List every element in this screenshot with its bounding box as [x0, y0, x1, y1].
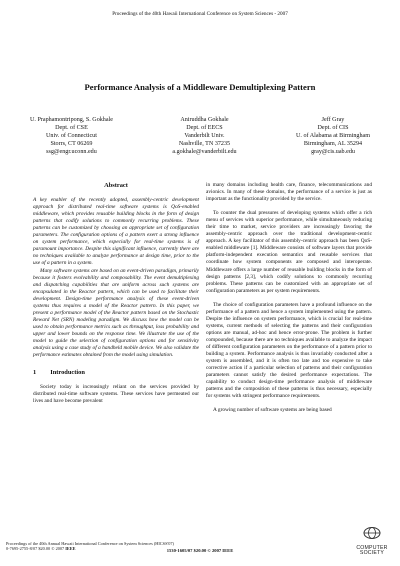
- logo-text-1: COMPUTER: [356, 545, 388, 551]
- computer-society-icon: [363, 526, 381, 540]
- author-dept: Dept. of EECS: [186, 125, 223, 132]
- abstract-paragraph: A key enabler of the recently adopted, assembly-centric development approach for distributed real-time software systems is QoS-enabled middleware, which provides reusable building blocks in the form of design patterns that codify solutions to commonly recurring problems. These patterns can be customized by choosing an appropriate set of configuration parameters. The configuration options of a pattern exert a strong influence on system performance, which especially for real-time systems is of paramount importance. Despite this significant influence, currently there are no techniques available to analyze performance at design time, prior to the use of a pattern in a system.: [33, 197, 199, 267]
- section-title: Introduction: [50, 369, 85, 377]
- author-email: ssg@engr.uconn.edu: [46, 149, 97, 156]
- author-org: Vanderbilt Univ.: [184, 133, 225, 140]
- author-city: Storrs, CT 06269: [50, 141, 93, 148]
- author-city: Nashville, TN 37235: [178, 141, 231, 148]
- right-column: [206, 182, 372, 421]
- footer-center: 1530-1605/07 $20.00 © 2007 IEEE: [166, 548, 234, 553]
- paper-title: Performance Analysis of a Middleware Demultiplexing Pattern: [84, 82, 316, 92]
- running-header: Proceedings of the 40th Hawaii International Conference on System Sciences - 2007: [112, 11, 288, 17]
- body-paragraph: The choice of configuration parameters have a profound influence on the performance of a pattern and hence a system implemented using the pattern. Despite the influence on system performance, which is crucial for real-time systems, current methods of selecting the patterns and their configuration options are manual, ad-hoc and hence error-prone. The problem is further compounded, because there are no techniques available to analyze the impact of different configuration parameters on the performance of a pattern prior to building a system. Performance analysis is thus invariably conducted after a system is assembled, and it is often too late and too expensive to take corrective action if a particular selection of patterns and their configuration parameters cannot satisfy the desired performance expectations. The capability to conduct design-time performance analysis of middleware patterns and the composition of these patterns is thus necessary, especially for systems with stringent performance requirements.: [206, 301, 372, 400]
- author-dept: Dept. of CSE: [55, 125, 88, 132]
- body-paragraph: To counter the dual pressures of developing systems which offer a rich menu of services with superior performance, while simultaneously reducing their time to market, service providers are increasingly favoring the assembly-centric approach over the traditional development-centric approach. A key facilitator of this assembly-centric approach has been QoS-enabled middleware [1]. Middleware consists of software layers that provide platform-independent execution semantics and reusable services that coordinate how system components are composed and interoperate. Middleware offers a large number of reusable building blocks in the form of design patterns [2,3], which codify solutions to commonly recurring problems. These patterns can be customized with an appropriate set of configuration parameters as per system requirements.: [206, 210, 372, 294]
- author-city: Birmingham, AL 35294: [303, 141, 363, 148]
- author-1: [30, 116, 113, 156]
- computer-society-logo: [350, 526, 394, 557]
- author-email: gray@cis.uab.edu: [311, 149, 355, 156]
- author-name: Aniruddha Gokhale: [180, 117, 229, 123]
- author-name: U. Praphamontripong, S. Gokhale: [30, 117, 113, 123]
- left-column: [33, 182, 199, 412]
- abstract-body: [33, 197, 199, 359]
- section-number: 1: [33, 369, 37, 377]
- author-email: a.gokhale@vanderbilt.edu: [172, 149, 237, 156]
- author-org: Univ. of Connecticut: [46, 133, 97, 140]
- logo-text-2: SOCIETY: [359, 550, 385, 557]
- author-name: Jeff Gray: [321, 117, 345, 123]
- footer-isbn: 0-7695-2755-8/07 $20.00 © 2007: [6, 546, 65, 552]
- author-dept: Dept. of CIS: [317, 125, 349, 132]
- author-org: U. of Alabama at Birmingham: [296, 133, 370, 140]
- abstract-heading: Abstract: [104, 182, 128, 189]
- author-3: [296, 116, 370, 156]
- body-paragraph: in many domains including health care, finance, telecommunications and avionics. In many of these domains, the performance of a service is just as important as the functionality provided by the service.: [206, 182, 372, 203]
- body-paragraph: A growing number of software systems are being based: [213, 407, 332, 414]
- author-block: [30, 116, 370, 156]
- abstract-paragraph: Many software systems are based on an event-driven paradigm, primarily because it fosters evolvability and composability. The event demultiplexing and dispatching capabilities that are uniform across such systems are encapsulated in the Reactor pattern, which can be used to facilitate their development. Design-time performance analysis of these event-driven systems thus requires a model of the Reactor pattern. In this paper, we present a performance model of the Reactor pattern based on the Stochastic Reward Net (SRN) modeling paradigm. We discuss how the model can be used to obtain performance metrics such as throughput, loss probability and upper and lower bounds on the response time. We illustrate the use of the model to guide the selection of configuration options and for sensitivity analysis using a case study of a handheld mobile device. We also validate the performance estimates obtained from the model using simulation.: [33, 267, 199, 359]
- author-2: [172, 116, 236, 156]
- body-paragraph: Society today is increasingly reliant on the services provided by distributed real-time software systems. These services have permeated our lives and have become prevalent: [33, 384, 199, 405]
- footer-proceedings: Proceedings of the 40th Annual Hawaii International Conference on System Sciences (HICSS'07): [6, 541, 174, 546]
- footer-ieee: IEEE: [65, 546, 76, 552]
- section-heading: [33, 369, 199, 376]
